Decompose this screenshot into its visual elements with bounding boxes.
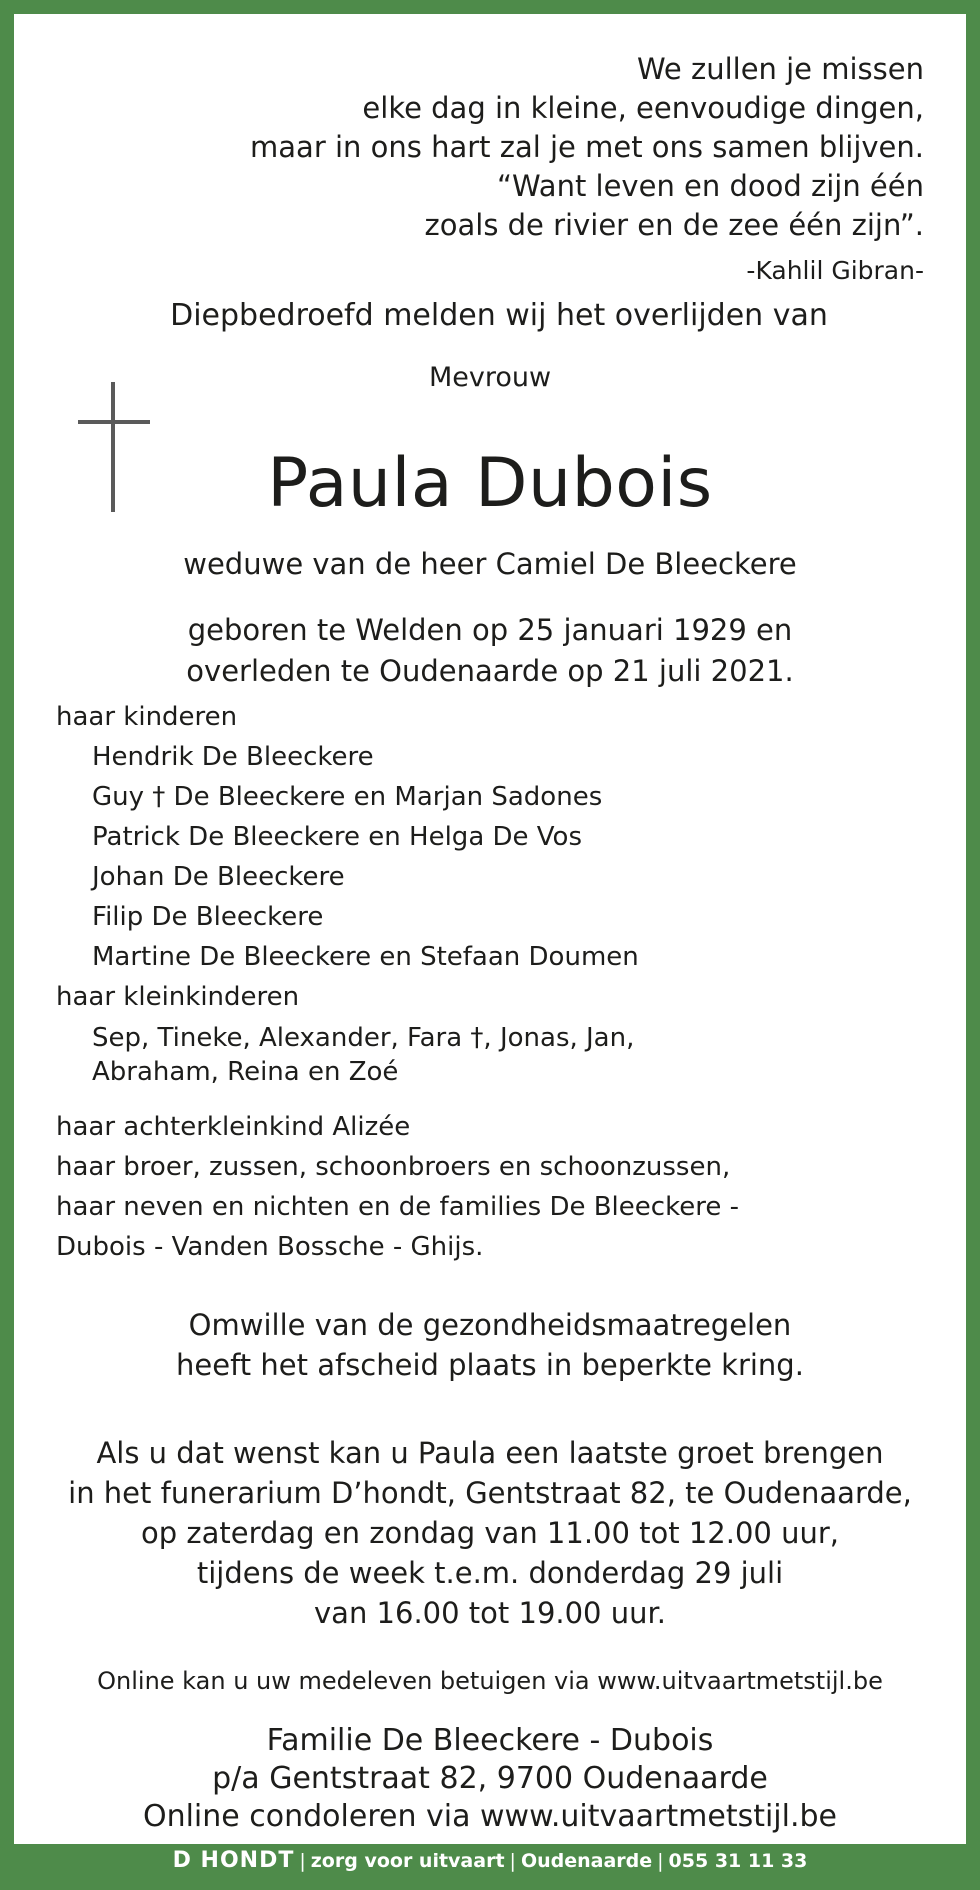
footer-bar xyxy=(0,1844,980,1878)
quote-line: maar in ons hart zal je met ons samen blijven. xyxy=(250,130,924,164)
child-entry: Johan De Bleeckere xyxy=(92,862,345,892)
great-grandchild-line: haar achterkleinkind Alizée xyxy=(56,1112,411,1142)
grandchildren-label: haar kleinkinderen xyxy=(56,982,300,1012)
quote-line: We zullen je missen xyxy=(636,52,924,86)
footer-tagline: zorg voor uitvaart xyxy=(310,1850,505,1872)
other-relatives-line: haar broer, zussen, schoonbroers en schoonzussen, xyxy=(56,1152,731,1182)
quote-line: elke dag in kleine, eenvoudige dingen, xyxy=(362,91,924,125)
notice-line: heeft het afscheid plaats in beperkte kring. xyxy=(176,1348,804,1382)
visitation-line: Als u dat wenst kan u Paula een laatste groet brengen xyxy=(96,1436,884,1470)
contact-info xyxy=(14,1722,966,1836)
footer-phone: 055 31 11 33 xyxy=(668,1850,808,1872)
quote xyxy=(204,50,924,245)
contact-line: Familie De Bleeckere - Dubois xyxy=(266,1723,714,1758)
visitation-line: in het funerarium D’hondt, Gentstraat 82, te Oudenaarde, xyxy=(68,1476,912,1510)
child-entry: Hendrik De Bleeckere xyxy=(92,742,374,772)
relation-line: weduwe van de heer Camiel De Bleeckere xyxy=(183,547,797,581)
quote-author: -Kahlil Gibran- xyxy=(746,256,924,285)
brand-logo: D HONDT xyxy=(172,1848,295,1873)
deceased-name: Paula Dubois xyxy=(267,444,713,523)
contact-line: p/a Gentstraat 82, 9700 Oudenaarde xyxy=(212,1761,768,1796)
birth-date-line: geboren te Welden op 25 januari 1929 en xyxy=(187,613,793,647)
quote-line: zoals de rivier en de zee één zijn”. xyxy=(424,208,924,242)
announcement: Diepbedroefd melden wij het overlijden van xyxy=(170,298,828,333)
title-prefix: Mevrouw xyxy=(428,362,552,393)
separator: | xyxy=(657,1850,664,1872)
visitation-line: tijdens de week t.e.m. donderdag 29 juli xyxy=(196,1556,784,1590)
children-label: haar kinderen xyxy=(56,702,238,732)
death-date-line: overleden te Oudenaarde op 21 juli 2021. xyxy=(186,654,794,688)
child-entry: Guy † De Bleeckere en Marjan Sadones xyxy=(92,782,603,812)
notice-line: Omwille van de gezondheidsmaatregelen xyxy=(188,1308,792,1342)
obituary-card xyxy=(14,14,966,1844)
other-relatives-line: haar neven en nichten en de families De Bleeckere - xyxy=(56,1192,739,1222)
child-entry: Patrick De Bleeckere en Helga De Vos xyxy=(92,822,583,852)
visitation-line: op zaterdag en zondag van 11.00 tot 12.00 uur, xyxy=(141,1516,839,1550)
separator: | xyxy=(299,1850,306,1872)
contact-line: Online condoleren via www.uitvaartmetstijl.be xyxy=(142,1799,838,1834)
visitation-line: van 16.00 tot 19.00 uur. xyxy=(314,1596,666,1630)
visitation-info xyxy=(14,1433,966,1633)
notice xyxy=(14,1305,966,1385)
online-sympathy: Online kan u uw medeleven betuigen via www.uitvaartmetstijl.be xyxy=(97,1667,883,1695)
quote-line: “Want leven en dood zijn één xyxy=(496,169,924,203)
grandchildren-line: Sep, Tineke, Alexander, Fara †, Jonas, Jan, xyxy=(92,1023,635,1053)
child-entry: Martine De Bleeckere en Stefaan Doumen xyxy=(92,942,639,972)
other-relatives-line: Dubois - Vanden Bossche - Ghijs. xyxy=(56,1232,484,1262)
separator: | xyxy=(509,1850,516,1872)
child-entry: Filip De Bleeckere xyxy=(92,902,324,932)
family-list xyxy=(56,697,936,1267)
cross-horizontal-bar xyxy=(78,420,150,424)
footer-city: Oudenaarde xyxy=(520,1850,653,1872)
grandchildren-line: Abraham, Reina en Zoé xyxy=(92,1057,399,1087)
